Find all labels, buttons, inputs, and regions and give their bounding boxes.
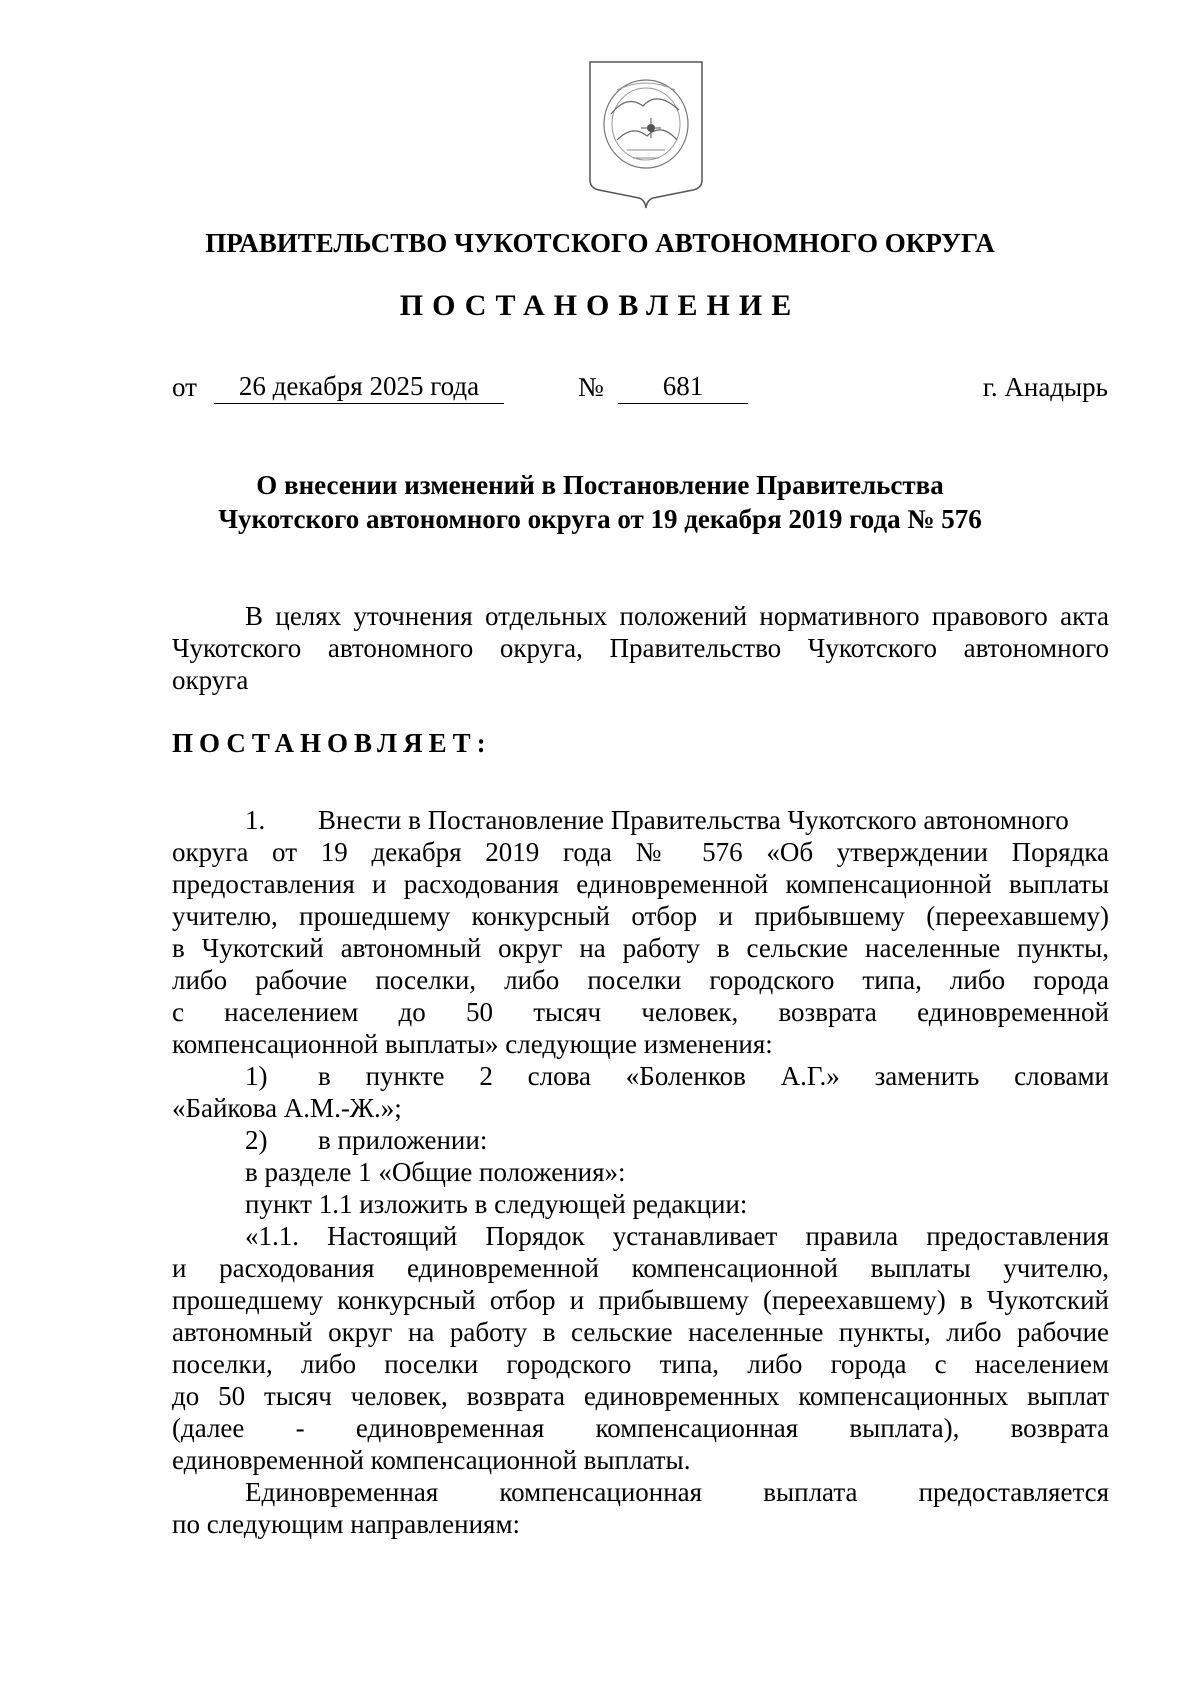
item-1-line xyxy=(172,804,1109,836)
resolves-heading: ПОСТАНОВЛЯЕТ: xyxy=(172,728,492,758)
sub-item-2-line: пункт 1.1 изложить в следующей редакции: xyxy=(245,1189,748,1219)
sub-item-number: 2) xyxy=(245,1125,268,1155)
document-type-title: ПОСТАНОВЛЕНИЕ xyxy=(399,289,801,322)
preamble-line: Чукотского автономного округа, Правительство Чукотского автономного xyxy=(172,633,1109,663)
item-number: 1. xyxy=(245,805,266,835)
subject-line: О внесении изменений в Постановление Правительства xyxy=(256,470,944,500)
preamble-line: В целях уточнения отдельных положений нормативного правового акта xyxy=(245,601,1109,631)
sub-item-number: 1) xyxy=(245,1061,268,1091)
number-sign: № xyxy=(578,372,604,402)
clause-line: автономный округ на работу в сельские населенные пункты, либо рабочие xyxy=(172,1317,1109,1347)
item-1-line: округа от 19 декабря 2019 года № 576 «Об утверждении Порядка xyxy=(172,837,1109,867)
date-field: 26 декабря 2025 года xyxy=(214,370,504,404)
item-1-line: учителю, прошедшему конкурсный отбор и прибывшему (переехавшему) xyxy=(172,901,1109,931)
organization-title: ПРАВИТЕЛЬСТВО ЧУКОТСКОГО АВТОНОМНОГО ОКРУГА xyxy=(205,228,995,258)
city: г. Анадырь xyxy=(982,372,1108,402)
clause-line: прошедшему конкурсный отбор и прибывшему (переехавшему) в Чукотский xyxy=(172,1285,1109,1315)
clause-line: (далее - единовременная компенсационная выплата), возврата xyxy=(172,1413,1109,1443)
sub-item-1-line xyxy=(172,1060,1109,1092)
sub-item-1-line: «Байкова А.М.-Ж.»; xyxy=(172,1093,402,1123)
clause-line: до 50 тысяч человек, возврата единовременных компенсационных выплат xyxy=(172,1381,1109,1411)
coat-of-arms-emblem xyxy=(587,60,705,210)
sub-item-text: в пункте 2 слова «Боленков А.Г.» заменить словами xyxy=(318,1061,1109,1091)
sub-item-2-line: в разделе 1 «Общие положения»: xyxy=(245,1157,626,1187)
item-1-line: предоставления и расходования единовременной компенсационной выплаты xyxy=(172,869,1109,899)
clause-line: и расходования единовременной компенсационной выплаты учителю, xyxy=(172,1253,1109,1283)
clause-line: «1.1. Настоящий Порядок устанавливает правила предоставления xyxy=(245,1221,1109,1251)
number-field: 681 xyxy=(618,370,748,404)
clause-line: единовременной компенсационной выплаты. xyxy=(172,1445,691,1475)
subject-line: Чукотского автономного округа от 19 декабря 2019 года № 576 xyxy=(218,504,982,534)
sub-item-text: в приложении: xyxy=(318,1125,488,1155)
sub-item-2-line xyxy=(172,1124,1109,1156)
date-prefix: от xyxy=(172,372,197,402)
item-1-line: либо рабочие поселки, либо поселки городского типа, либо города xyxy=(172,965,1109,995)
clause-line: Единовременная компенсационная выплата предоставляется xyxy=(245,1477,1109,1507)
item-text: Внести в Постановление Правительства Чукотского автономного xyxy=(318,805,1069,835)
preamble-line: округа xyxy=(172,665,249,695)
clause-line: по следующим направлениям: xyxy=(172,1509,521,1539)
item-1-line: компенсационной выплаты» следующие изменения: xyxy=(172,1029,773,1059)
item-1-line: с населением до 50 тысяч человек, возврата единовременной xyxy=(172,997,1109,1027)
clause-line: поселки, либо поселки городского типа, либо города с населением xyxy=(172,1349,1109,1379)
document-subject xyxy=(160,468,1040,536)
item-1-line: в Чукотский автономный округ на работу в сельские населенные пункты, xyxy=(172,933,1109,963)
